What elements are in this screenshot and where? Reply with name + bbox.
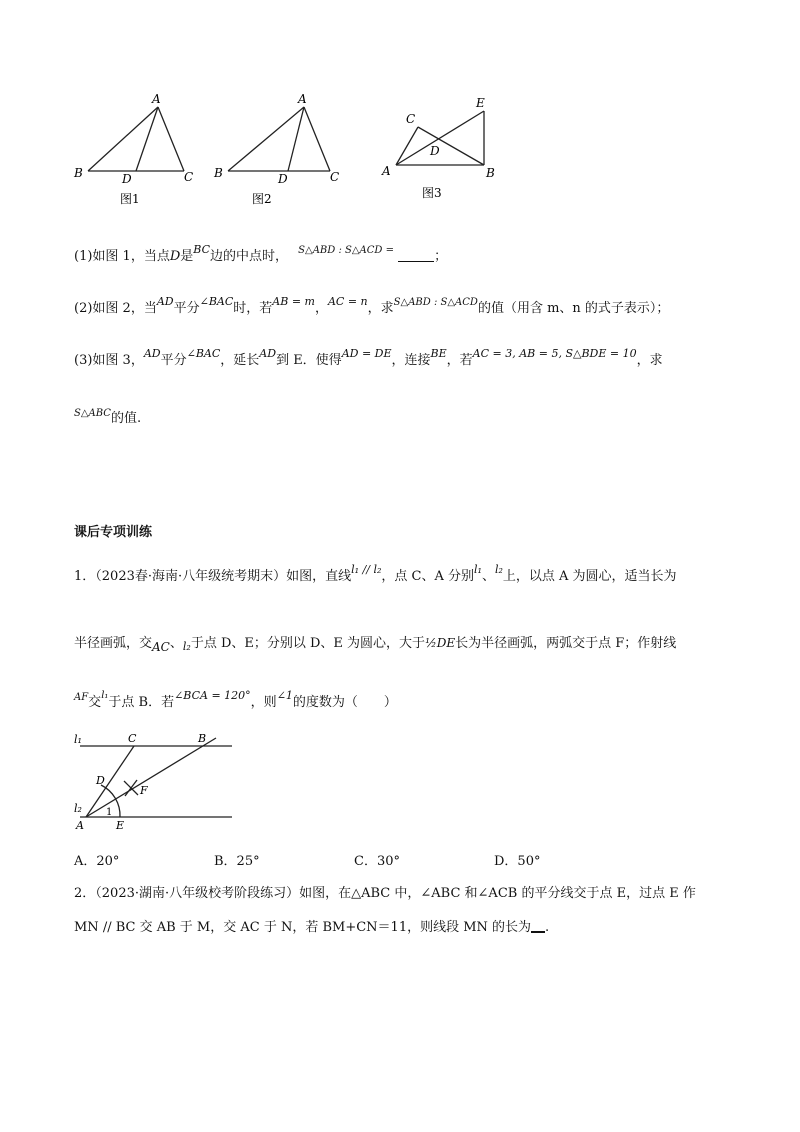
q1-line [74, 243, 448, 267]
q3-ask: ，求 [636, 353, 663, 368]
fig1-label-d: D [122, 172, 132, 186]
q3-angle-bac: ∠BAC [186, 347, 221, 360]
p2-line2-text: MN // BC 交 AB 于 M，交 AC 于 N，若 BM+CN＝11，则线段 MN 的长为 [74, 920, 532, 935]
q2-ad: AD [156, 295, 174, 308]
q3-conditions: AC = 3, AB = 5, S△BDE = 10 [472, 347, 637, 360]
p1-line3-b: ，则 [250, 695, 277, 710]
p1-label-l1: l₁ [74, 733, 82, 746]
p1-line3-a: 于点 B．若 [108, 695, 175, 710]
p1-ray-af [86, 738, 216, 817]
p1-label-l2: l₂ [74, 802, 82, 815]
p1-label-c: C [128, 732, 137, 745]
top-figures [60, 85, 520, 215]
p1-label-a: A [76, 819, 84, 832]
p1-label-b: B [198, 732, 207, 745]
p1-line2-a: 半径画弧，交 [74, 636, 153, 651]
p1-line1 [74, 563, 677, 586]
q1-end: ； [434, 249, 448, 264]
fig1-label-b: B [74, 166, 83, 180]
p1-l1-c: l₁ [101, 690, 109, 701]
q2-ab-eq-m: AB = m [272, 295, 315, 308]
fig2-caption: 图2 [252, 192, 272, 206]
q3-extend: ，延长 [220, 353, 260, 368]
q2-bisect: 平分 [173, 301, 200, 316]
q2-line [74, 295, 670, 319]
q1-area-ratio: S△ABD : S△ACD = [298, 245, 395, 256]
fig2-label-c: C [330, 170, 340, 184]
p1-option-c[interactable]: C．30° [354, 854, 400, 869]
q1-midpoint-text: 边的中点时， [210, 249, 289, 264]
fig3-label-b: B [486, 166, 495, 180]
q3-ad-eq-de: AD = DE [341, 347, 392, 360]
p1-angle-bca: ∠BCA = 120° [174, 689, 251, 702]
p1-angle-1: ∠1 [276, 689, 293, 702]
p2-answer-blank [531, 919, 545, 933]
q2-tail: 的值（用含 m、n 的式子表示）； [477, 301, 670, 316]
q3-ad-2: AD [259, 347, 277, 360]
q2-prefix: (2)如图 2，当 [74, 301, 157, 316]
fig2-side-ac [304, 107, 330, 171]
q2-area-ratio: S△ABD : S△ACD [393, 297, 478, 308]
q3-area-abc: S△ABC [74, 408, 111, 419]
p1-option-a[interactable]: A．20° [74, 854, 120, 869]
fig1-label-c: C [184, 170, 194, 184]
p1-line2-b: 于点 D、E；分别以 D、E 为圆心，大于 [190, 636, 426, 651]
p1-ac: AC [152, 640, 170, 654]
p1-label-e: E [116, 819, 125, 832]
q3-line2 [74, 410, 141, 429]
p1-l1-parallel-l2: l₁ // l₂ [351, 563, 382, 576]
q2-ac-eq-n: AC = n [327, 295, 368, 308]
p1-af: AF [74, 692, 89, 703]
fig2-label-d: D [278, 172, 288, 186]
fig1-side-ac [158, 107, 184, 171]
p1-figure [70, 728, 240, 838]
p1-label-d: D [96, 774, 105, 787]
q2-comma: ， [314, 301, 328, 316]
q2-ask: ，求 [367, 301, 394, 316]
p1-label-angle-1: 1 [106, 807, 113, 818]
q3-prefix: (3)如图 3， [74, 353, 144, 368]
q3-be: BE [430, 347, 447, 360]
p1-option-b[interactable]: B．25° [214, 854, 260, 869]
q3-to-e: 到 E．使得 [276, 353, 342, 368]
section-title: 课后专项训练 [74, 525, 153, 540]
q3-bisect: 平分 [160, 353, 187, 368]
fig2-label-b: B [214, 166, 223, 180]
q1-is: 是 [180, 249, 194, 264]
p1-line1-b: ，点 C、A 分别 [381, 569, 474, 584]
p2-line2: MN // BC 交 AB 于 M，交 AC 于 N，若 BM+CN＝11，则线段 MN 的长为 . [74, 920, 550, 935]
p1-line2 [74, 634, 676, 653]
q1-bc: BC [193, 243, 210, 256]
fig3-label-d: D [430, 144, 440, 158]
p1-option-d[interactable]: D．50° [494, 854, 541, 869]
p1-line2-c: 长为半径画弧，两弧交于点 F；作射线 [455, 636, 677, 651]
fig3-side-ac [396, 127, 418, 165]
figure-2 [228, 107, 330, 171]
figure-1 [88, 107, 184, 171]
p1-l1: l₁ [474, 563, 482, 576]
p1-line1-c: 上，以点 A 为圆心，适当长为 [502, 569, 677, 584]
fig3-label-c: C [406, 112, 416, 126]
p1-label-f: F [140, 784, 148, 797]
fig1-label-a: A [152, 92, 161, 106]
q1-answer-blank [398, 249, 434, 262]
q2-angle-bac: ∠BAC [199, 295, 234, 308]
p1-sep2: 、 [169, 636, 183, 651]
fig2-side-ab [228, 107, 304, 171]
q2-when: 时，若 [233, 301, 273, 316]
q3-ad: AD [143, 347, 161, 360]
p1-jiao: 交 [88, 695, 102, 710]
p1-line3-c: 的度数为（ ） [292, 695, 397, 710]
p2-line1: 2．（2023·湖南·八年级校考阶段练习）如图，在△ABC 中，∠ABC 和∠ACB 的平分线交于点 E，过点 E 作 [74, 886, 696, 901]
fig1-caption: 图1 [120, 192, 140, 206]
p1-half-de: ½DE [425, 636, 456, 650]
fig3-caption: 图3 [422, 186, 442, 200]
p1-line3 [74, 689, 397, 713]
p1-l2: l₂ [494, 563, 503, 576]
fig3-label-e: E [476, 96, 485, 110]
q3-line1 [74, 347, 663, 370]
p1-l2-b: l₂ [182, 640, 191, 653]
q1-point-d: D [169, 249, 181, 264]
p1-arc-cross-2 [125, 780, 137, 796]
fig2-segment-ad [288, 107, 304, 171]
q3-line2-tail: 的值. [110, 411, 142, 426]
p1-line1-a: 1．（2023春·海南·八年级统考期末）如图，直线 [74, 569, 352, 584]
q3-connect: ，连接 [391, 353, 431, 368]
fig3-label-a: A [382, 164, 391, 178]
q1-prefix: (1)如图 1，当点 [74, 249, 170, 264]
p1-sep: 、 [481, 569, 495, 584]
fig2-label-a: A [298, 92, 307, 106]
q3-if: ，若 [446, 353, 473, 368]
